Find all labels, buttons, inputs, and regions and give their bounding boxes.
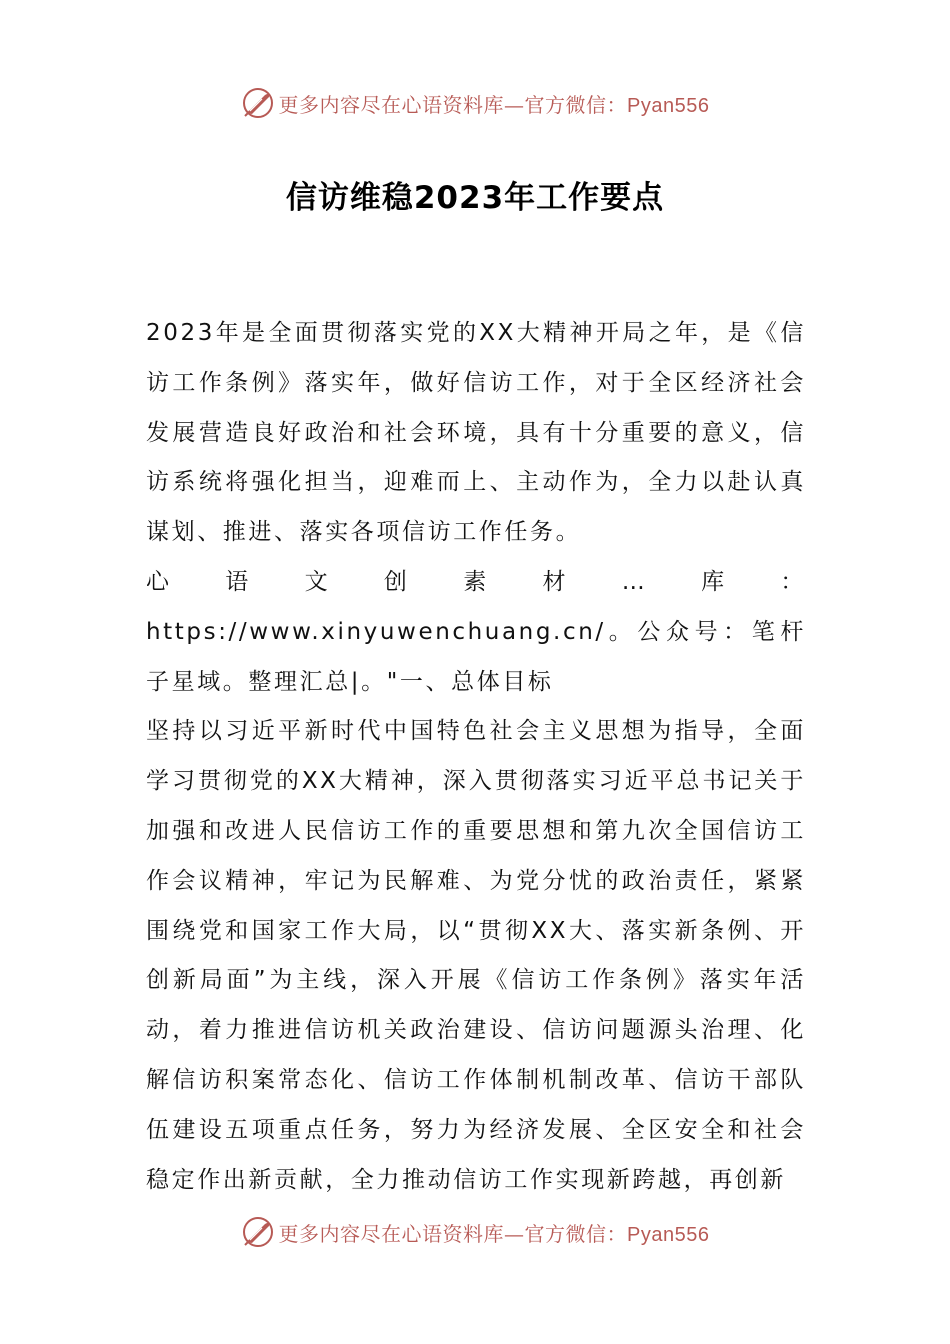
footer-watermark-text: 更多内容尽在心语资料库—官方微信：Pyan556 bbox=[278, 1221, 710, 1246]
footer-watermark-banner bbox=[0, 1212, 950, 1252]
body-paragraph-source-note: 心语文创素材…库：https://www.xinyuwenchuang.cn/。公众号：笔杆子星域。整理汇总|。"一、总体目标 bbox=[146, 568, 806, 695]
body-paragraph-intro: 2023年是全面贯彻落实党的XX大精神开局之年，是《信访工作条例》落实年，做好信访工作，对于全区经济社会发展营造良好政治和社会环境，具有十分重要的意义，信访系统将强化担当，迎难而上、主动作为，全力以赴认真谋划、推进、落实各项信访工作任务。 bbox=[146, 320, 806, 546]
footer-watermark-brand: Pyan556 bbox=[627, 1223, 710, 1246]
header-watermark-text: 更多内容尽在心语资料库—官方微信：Pyan556 bbox=[278, 92, 710, 117]
header-watermark-brand: Pyan556 bbox=[627, 94, 710, 117]
body-paragraph-overall-goal: 坚持以习近平新时代中国特色社会主义思想为指导，全面学习贯彻党的XX大精神，深入贯彻落实习近平总书记关于加强和改进人民信访工作的重要思想和第九次全国信访工作会议精神，牢记为民解难、为党分忧的政治责任，紧紧围绕党和国家工作大局，以“贯彻XX大、落实新条例、开创新局面”为主线，深入开展《信访工作条例》落实年活动，着力推进信访机关政治建设、信访问题源头治理、化解信访积案常态化、信访工作体制机制改革、信访干部队伍建设五项重点任务，努力为经济发展、全区安全和社会稳定作出新贡献，全力推动信访工作实现新跨越，再创新 bbox=[146, 718, 806, 1193]
quill-pen-logo-icon bbox=[241, 1215, 275, 1249]
quill-pen-logo-icon bbox=[241, 86, 275, 120]
header-watermark-banner bbox=[0, 83, 950, 123]
document-body bbox=[146, 309, 806, 1205]
document-title: 信访维稳2023年工作要点 bbox=[285, 180, 665, 216]
